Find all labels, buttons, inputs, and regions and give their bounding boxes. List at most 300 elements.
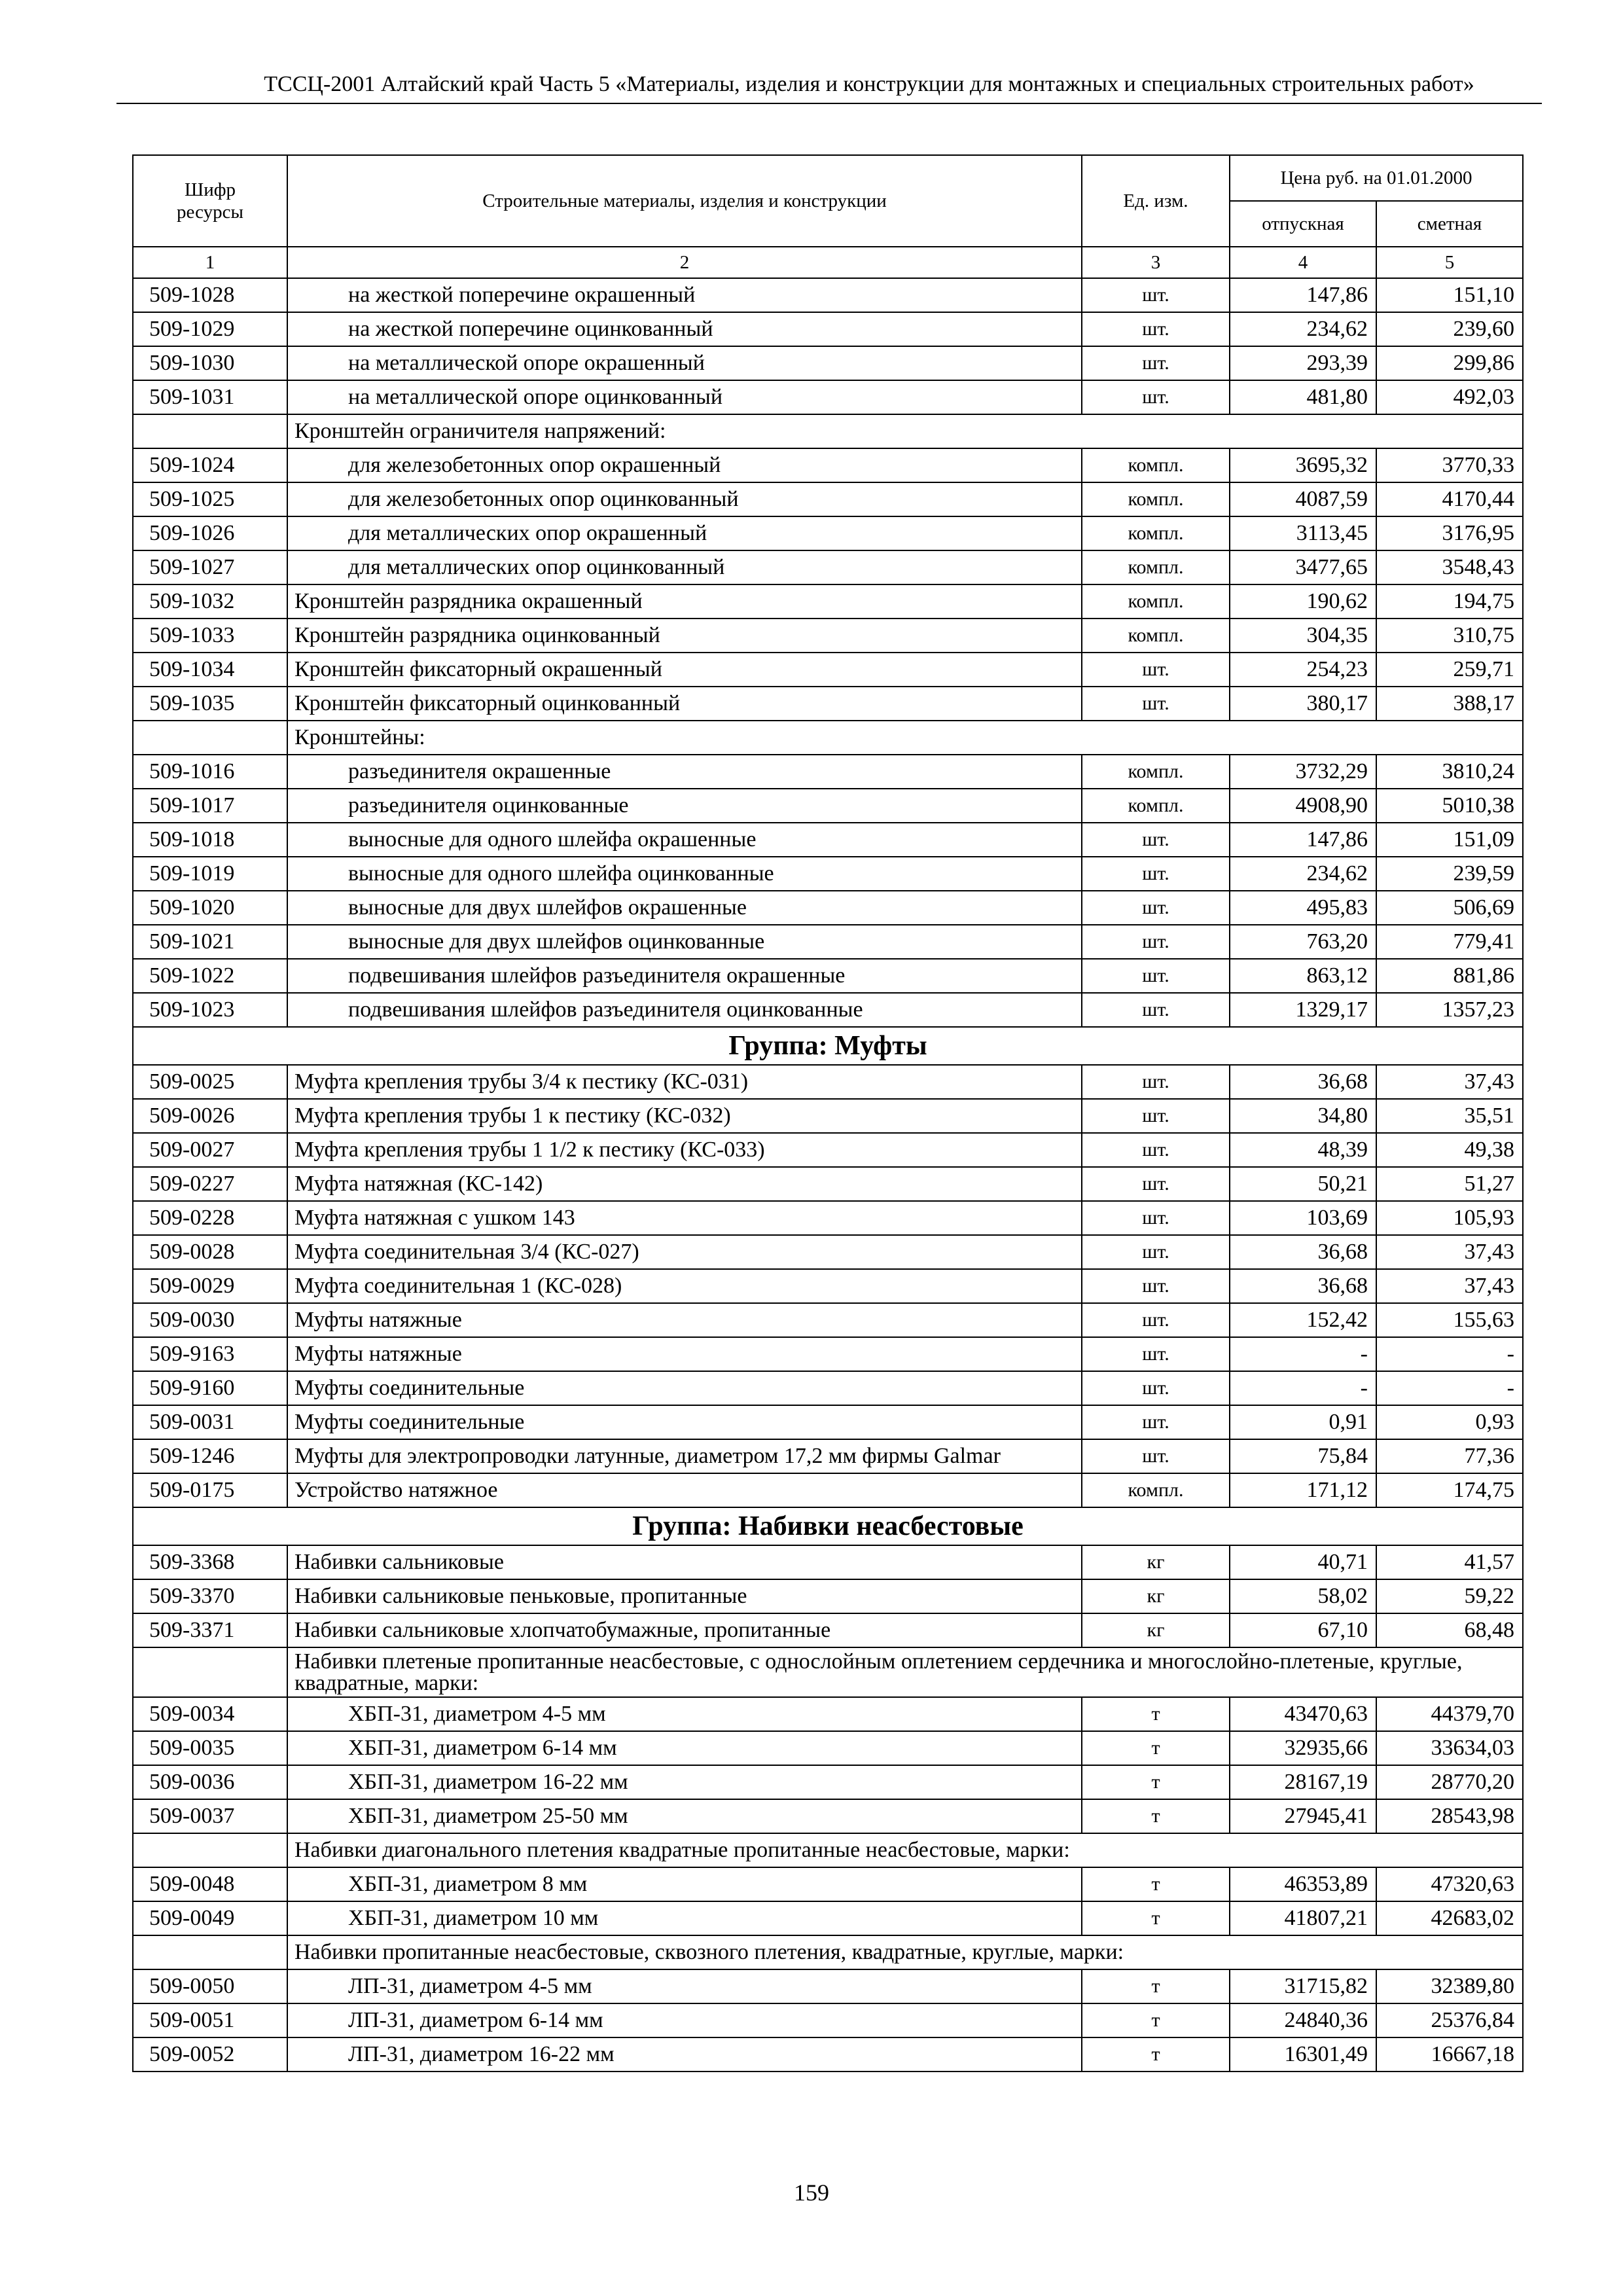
unit-cell: т [1082,2003,1230,2037]
release-price: 31715,82 [1230,1969,1376,2003]
release-price: 763,20 [1230,925,1376,959]
table-row [133,653,1523,687]
unit-cell: компл. [1082,516,1230,550]
running-header: ТССЦ-2001 Алтайский край Часть 5 «Материалы, изделия и конструкции для монтажных и специальных строительных работ» [264,72,1474,96]
material-name: Набивки сальниковые [287,1545,1082,1579]
subheading-row [133,721,1523,755]
table-row [133,448,1523,482]
unit-cell: т [1082,1867,1230,1901]
unit-cell: компл. [1082,550,1230,584]
unit-cell: т [1082,1901,1230,1935]
header-price-group: Цена руб. на 01.01.2000 [1230,155,1523,201]
table-row [133,925,1523,959]
resource-code: 509-0025 [133,1065,287,1099]
subheading-row [133,1647,1523,1697]
table-row [133,755,1523,789]
resource-code: 509-0175 [133,1473,287,1507]
unit-cell: шт. [1082,1405,1230,1439]
table-row [133,1337,1523,1371]
estimate-price: - [1376,1337,1523,1371]
release-price: 40,71 [1230,1545,1376,1579]
estimate-price: 105,93 [1376,1201,1523,1235]
resource-code: 509-1025 [133,482,287,516]
material-name: ЛП-31, диаметром 16-22 мм [287,2037,1082,2072]
header-release: отпускная [1230,201,1376,247]
material-name: ЛП-31, диаметром 6-14 мм [287,2003,1082,2037]
table-row [133,619,1523,653]
release-price: 495,83 [1230,891,1376,925]
table-row [133,857,1523,891]
material-name: Устройство натяжное [287,1473,1082,1507]
unit-cell: кг [1082,1545,1230,1579]
material-name: Муфты соединительные [287,1371,1082,1405]
material-name: на жесткой поперечине оцинкованный [287,312,1082,346]
table-row [133,1473,1523,1507]
resource-code: 509-0052 [133,2037,287,2072]
material-name: Кронштейн разрядника оцинкованный [287,619,1082,653]
unit-cell: шт. [1082,312,1230,346]
table-row [133,584,1523,619]
resource-code: 509-9163 [133,1337,287,1371]
header-code: Шифр ресурсы [133,155,287,247]
estimate-price: 3770,33 [1376,448,1523,482]
release-price: 46353,89 [1230,1867,1376,1901]
unit-cell: шт. [1082,823,1230,857]
resource-code: 509-1022 [133,959,287,993]
table-row [133,2037,1523,2072]
unit-cell: шт. [1082,1371,1230,1405]
unit-cell: компл. [1082,789,1230,823]
subheading-row [133,414,1523,448]
header-rule [116,103,1542,104]
material-name: выносные для одного шлейфа оцинкованные [287,857,1082,891]
unit-cell: компл. [1082,482,1230,516]
estimate-price: 35,51 [1376,1099,1523,1133]
resource-code: 509-0048 [133,1867,287,1901]
estimate-price: 28770,20 [1376,1765,1523,1799]
resource-code: 509-0227 [133,1167,287,1201]
estimate-price: 28543,98 [1376,1799,1523,1833]
col-number-4: 4 [1230,247,1376,278]
resource-code: 509-1027 [133,550,287,584]
release-price: 234,62 [1230,312,1376,346]
col-number-5: 5 [1376,247,1523,278]
release-price: 4087,59 [1230,482,1376,516]
resource-code: 509-0031 [133,1405,287,1439]
table-row [133,278,1523,312]
resource-code: 509-0029 [133,1269,287,1303]
estimate-price: 3810,24 [1376,755,1523,789]
estimate-price: 77,36 [1376,1439,1523,1473]
resource-code: 509-3368 [133,1545,287,1579]
table-row [133,1799,1523,1833]
unit-cell: шт. [1082,857,1230,891]
release-price: 75,84 [1230,1439,1376,1473]
table-row [133,1613,1523,1647]
table-row [133,346,1523,380]
table-row [133,1405,1523,1439]
material-name: выносные для одного шлейфа окрашенные [287,823,1082,857]
material-name: на жесткой поперечине окрашенный [287,278,1082,312]
material-name: Муфты натяжные [287,1303,1082,1337]
release-price: 0,91 [1230,1405,1376,1439]
estimate-price: 881,86 [1376,959,1523,993]
resource-code: 509-0035 [133,1731,287,1765]
release-price: 304,35 [1230,619,1376,653]
subheading-text: Набивки диагонального плетения квадратные пропитанные неасбестовые, марки: [287,1833,1523,1867]
release-price: 103,69 [1230,1201,1376,1235]
material-name: подвешивания шлейфов разъединителя оцинкованные [287,993,1082,1027]
table-row [133,1765,1523,1799]
estimate-price: 16667,18 [1376,2037,1523,2072]
release-price: 4908,90 [1230,789,1376,823]
table-row [133,1697,1523,1731]
unit-cell: кг [1082,1579,1230,1613]
resource-code: 509-3370 [133,1579,287,1613]
material-name: Кронштейн фиксаторный оцинкованный [287,687,1082,721]
unit-cell: шт. [1082,1201,1230,1235]
estimate-price: 259,71 [1376,653,1523,687]
material-name: Кронштейн фиксаторный окрашенный [287,653,1082,687]
release-price: 3477,65 [1230,550,1376,584]
estimate-price: 3548,43 [1376,550,1523,584]
table-row [133,516,1523,550]
estimate-price: 151,09 [1376,823,1523,857]
empty-code-cell [133,1647,287,1697]
material-name: ХБП-31, диаметром 10 мм [287,1901,1082,1935]
resource-code: 509-1023 [133,993,287,1027]
material-name: разъединителя окрашенные [287,755,1082,789]
resource-code: 509-1016 [133,755,287,789]
table-row [133,380,1523,414]
empty-code-cell [133,1833,287,1867]
table-row [133,1969,1523,2003]
table-row [133,482,1523,516]
unit-cell: компл. [1082,619,1230,653]
release-price: 3113,45 [1230,516,1376,550]
material-name: Муфта крепления трубы 1 1/2 к пестику (КС-033) [287,1133,1082,1167]
unit-cell: компл. [1082,448,1230,482]
resource-code: 509-1018 [133,823,287,857]
col-number-1: 1 [133,247,287,278]
col-number-3: 3 [1082,247,1230,278]
estimate-price: 0,93 [1376,1405,1523,1439]
table-row [133,1731,1523,1765]
material-name: ХБП-31, диаметром 16-22 мм [287,1765,1082,1799]
table-row [133,312,1523,346]
estimate-price: 174,75 [1376,1473,1523,1507]
material-name: ХБП-31, диаметром 6-14 мм [287,1731,1082,1765]
release-price: 48,39 [1230,1133,1376,1167]
unit-cell: кг [1082,1613,1230,1647]
empty-code-cell [133,721,287,755]
resource-code: 509-1028 [133,278,287,312]
estimate-price: 1357,23 [1376,993,1523,1027]
empty-code-cell [133,1935,287,1969]
material-name: для железобетонных опор окрашенный [287,448,1082,482]
subheading-text: Набивки плетеные пропитанные неасбестовые, с однослойным оплетением сердечника и многослойно-плетеные, круглые, квадратные, марки: [287,1647,1523,1697]
table-row [133,1303,1523,1337]
resource-code: 509-1030 [133,346,287,380]
table-row [133,1065,1523,1099]
release-price: 24840,36 [1230,2003,1376,2037]
material-name: подвешивания шлейфов разъединителя окрашенные [287,959,1082,993]
estimate-price: 47320,63 [1376,1867,1523,1901]
unit-cell: т [1082,2037,1230,2072]
estimate-price: 779,41 [1376,925,1523,959]
table-row [133,1867,1523,1901]
release-price: 147,86 [1230,823,1376,857]
resource-code: 509-1019 [133,857,287,891]
resource-code: 509-1017 [133,789,287,823]
resource-code: 509-0051 [133,2003,287,2037]
material-name: Муфта крепления трубы 3/4 к пестику (КС-031) [287,1065,1082,1099]
resource-code: 509-0028 [133,1235,287,1269]
unit-cell: шт. [1082,1269,1230,1303]
empty-code-cell [133,414,287,448]
unit-cell: шт. [1082,1133,1230,1167]
unit-cell: шт. [1082,1303,1230,1337]
unit-cell: компл. [1082,1473,1230,1507]
release-price: 293,39 [1230,346,1376,380]
subheading-text: Набивки пропитанные неасбестовые, сквозного плетения, квадратные, круглые, марки: [287,1935,1523,1969]
estimate-price: 25376,84 [1376,2003,1523,2037]
unit-cell: т [1082,1765,1230,1799]
resource-code: 509-1021 [133,925,287,959]
unit-cell: компл. [1082,584,1230,619]
unit-cell: шт. [1082,687,1230,721]
resource-code: 509-1034 [133,653,287,687]
table-row [133,1133,1523,1167]
estimate-price: 37,43 [1376,1065,1523,1099]
release-price: 28167,19 [1230,1765,1376,1799]
material-name: разъединителя оцинкованные [287,789,1082,823]
release-price: 27945,41 [1230,1799,1376,1833]
table-row [133,1201,1523,1235]
release-price: 34,80 [1230,1099,1376,1133]
table-row [133,1235,1523,1269]
estimate-price: 299,86 [1376,346,1523,380]
estimate-price: 5010,38 [1376,789,1523,823]
estimate-price: 506,69 [1376,891,1523,925]
estimate-price: 4170,44 [1376,482,1523,516]
resource-code: 509-1032 [133,584,287,619]
unit-cell: шт. [1082,891,1230,925]
material-name: Муфты натяжные [287,1337,1082,1371]
release-price: 254,23 [1230,653,1376,687]
estimate-price: 239,60 [1376,312,1523,346]
group-heading-row [133,1507,1523,1545]
estimate-price: 33634,03 [1376,1731,1523,1765]
estimate-price: 194,75 [1376,584,1523,619]
resource-code: 509-0050 [133,1969,287,2003]
price-table [132,154,1524,2072]
resource-code: 509-1020 [133,891,287,925]
unit-cell: шт. [1082,380,1230,414]
unit-cell: т [1082,1799,1230,1833]
resource-code: 509-0049 [133,1901,287,1935]
header-name: Строительные материалы, изделия и конструкции [287,155,1082,247]
table-row [133,789,1523,823]
material-name: Муфта натяжная с ушком 143 [287,1201,1082,1235]
unit-cell: шт. [1082,346,1230,380]
release-price: 58,02 [1230,1579,1376,1613]
release-price: 16301,49 [1230,2037,1376,2072]
material-name: ХБП-31, диаметром 25-50 мм [287,1799,1082,1833]
material-name: Кронштейн разрядника окрашенный [287,584,1082,619]
table-row [133,1269,1523,1303]
group-heading: Группа: Набивки неасбестовые [133,1507,1523,1545]
table-row [133,1545,1523,1579]
resource-code: 509-1031 [133,380,287,414]
group-heading-row [133,1027,1523,1065]
release-price: 1329,17 [1230,993,1376,1027]
estimate-price: 51,27 [1376,1167,1523,1201]
subheading-row [133,1935,1523,1969]
resource-code: 509-0030 [133,1303,287,1337]
unit-cell: шт. [1082,1167,1230,1201]
table-row [133,1901,1523,1935]
release-price: 190,62 [1230,584,1376,619]
resource-code: 509-1029 [133,312,287,346]
page-number: 159 [794,2179,829,2206]
estimate-price: 42683,02 [1376,1901,1523,1935]
estimate-price: 32389,80 [1376,1969,1523,2003]
estimate-price: 310,75 [1376,619,1523,653]
release-price: 36,68 [1230,1235,1376,1269]
resource-code: 509-1026 [133,516,287,550]
resource-code: 509-0036 [133,1765,287,1799]
unit-cell: т [1082,1731,1230,1765]
header-estimate: сметная [1376,201,1523,247]
unit-cell: шт. [1082,1065,1230,1099]
estimate-price: 151,10 [1376,278,1523,312]
table-row [133,993,1523,1027]
release-price: 481,80 [1230,380,1376,414]
material-name: Муфта крепления трубы 1 к пестику (КС-032) [287,1099,1082,1133]
unit-cell: шт. [1082,1337,1230,1371]
header-unit: Ед. изм. [1082,155,1230,247]
table-row [133,2003,1523,2037]
estimate-price: 44379,70 [1376,1697,1523,1731]
unit-cell: шт. [1082,1099,1230,1133]
release-price: 50,21 [1230,1167,1376,1201]
resource-code: 509-3371 [133,1613,287,1647]
resource-code: 509-1246 [133,1439,287,1473]
table-row [133,959,1523,993]
table-row [133,687,1523,721]
resource-code: 509-9160 [133,1371,287,1405]
estimate-price: 155,63 [1376,1303,1523,1337]
unit-cell: шт. [1082,1235,1230,1269]
table-row [133,1371,1523,1405]
subheading-row [133,1833,1523,1867]
material-name: для железобетонных опор оцинкованный [287,482,1082,516]
subheading-text: Кронштейны: [287,721,1523,755]
estimate-price: 68,48 [1376,1613,1523,1647]
material-name: выносные для двух шлейфов окрашенные [287,891,1082,925]
release-price: - [1230,1337,1376,1371]
release-price: 147,86 [1230,278,1376,312]
estimate-price: 388,17 [1376,687,1523,721]
material-name: Муфты для электропроводки латунные, диаметром 17,2 мм фирмы Galmar [287,1439,1082,1473]
material-name: ХБП-31, диаметром 4-5 мм [287,1697,1082,1731]
table-row [133,1167,1523,1201]
release-price: 3732,29 [1230,755,1376,789]
unit-cell: шт. [1082,925,1230,959]
col-number-2: 2 [287,247,1082,278]
resource-code: 509-0026 [133,1099,287,1133]
release-price: 863,12 [1230,959,1376,993]
material-name: на металлической опоре окрашенный [287,346,1082,380]
material-name: Набивки сальниковые хлопчатобумажные, пропитанные [287,1613,1082,1647]
resource-code: 509-1035 [133,687,287,721]
release-price: 36,68 [1230,1269,1376,1303]
unit-cell: шт. [1082,993,1230,1027]
estimate-price: 3176,95 [1376,516,1523,550]
resource-code: 509-1024 [133,448,287,482]
release-price: 3695,32 [1230,448,1376,482]
estimate-price: 59,22 [1376,1579,1523,1613]
material-name: выносные для двух шлейфов оцинкованные [287,925,1082,959]
resource-code: 509-0034 [133,1697,287,1731]
unit-cell: шт. [1082,959,1230,993]
material-name: Муфты соединительные [287,1405,1082,1439]
release-price: 234,62 [1230,857,1376,891]
material-name: Муфта соединительная 1 (КС-028) [287,1269,1082,1303]
estimate-price: 49,38 [1376,1133,1523,1167]
resource-code: 509-0228 [133,1201,287,1235]
release-price: 171,12 [1230,1473,1376,1507]
release-price: 152,42 [1230,1303,1376,1337]
unit-cell: шт. [1082,653,1230,687]
resource-code: 509-0027 [133,1133,287,1167]
table-row [133,1099,1523,1133]
estimate-price: - [1376,1371,1523,1405]
group-heading: Группа: Муфты [133,1027,1523,1065]
unit-cell: шт. [1082,1439,1230,1473]
material-name: для металлических опор оцинкованный [287,550,1082,584]
resource-code: 509-1033 [133,619,287,653]
table-row [133,550,1523,584]
material-name: для металлических опор окрашенный [287,516,1082,550]
release-price: 43470,63 [1230,1697,1376,1731]
release-price: 36,68 [1230,1065,1376,1099]
unit-cell: шт. [1082,278,1230,312]
unit-cell: компл. [1082,755,1230,789]
estimate-price: 492,03 [1376,380,1523,414]
table-row [133,1579,1523,1613]
material-name: ЛП-31, диаметром 4-5 мм [287,1969,1082,2003]
material-name: Набивки сальниковые пеньковые, пропитанные [287,1579,1082,1613]
subheading-text: Кронштейн ограничителя напряжений: [287,414,1523,448]
estimate-price: 41,57 [1376,1545,1523,1579]
estimate-price: 37,43 [1376,1235,1523,1269]
material-name: ХБП-31, диаметром 8 мм [287,1867,1082,1901]
table-row [133,1439,1523,1473]
estimate-price: 37,43 [1376,1269,1523,1303]
material-name: Муфта соединительная 3/4 (КС-027) [287,1235,1082,1269]
table-body [133,278,1523,2072]
material-name: Муфта натяжная (КС-142) [287,1167,1082,1201]
release-price: 67,10 [1230,1613,1376,1647]
release-price: - [1230,1371,1376,1405]
release-price: 380,17 [1230,687,1376,721]
material-name: на металлической опоре оцинкованный [287,380,1082,414]
release-price: 32935,66 [1230,1731,1376,1765]
table-row [133,823,1523,857]
table-row [133,891,1523,925]
